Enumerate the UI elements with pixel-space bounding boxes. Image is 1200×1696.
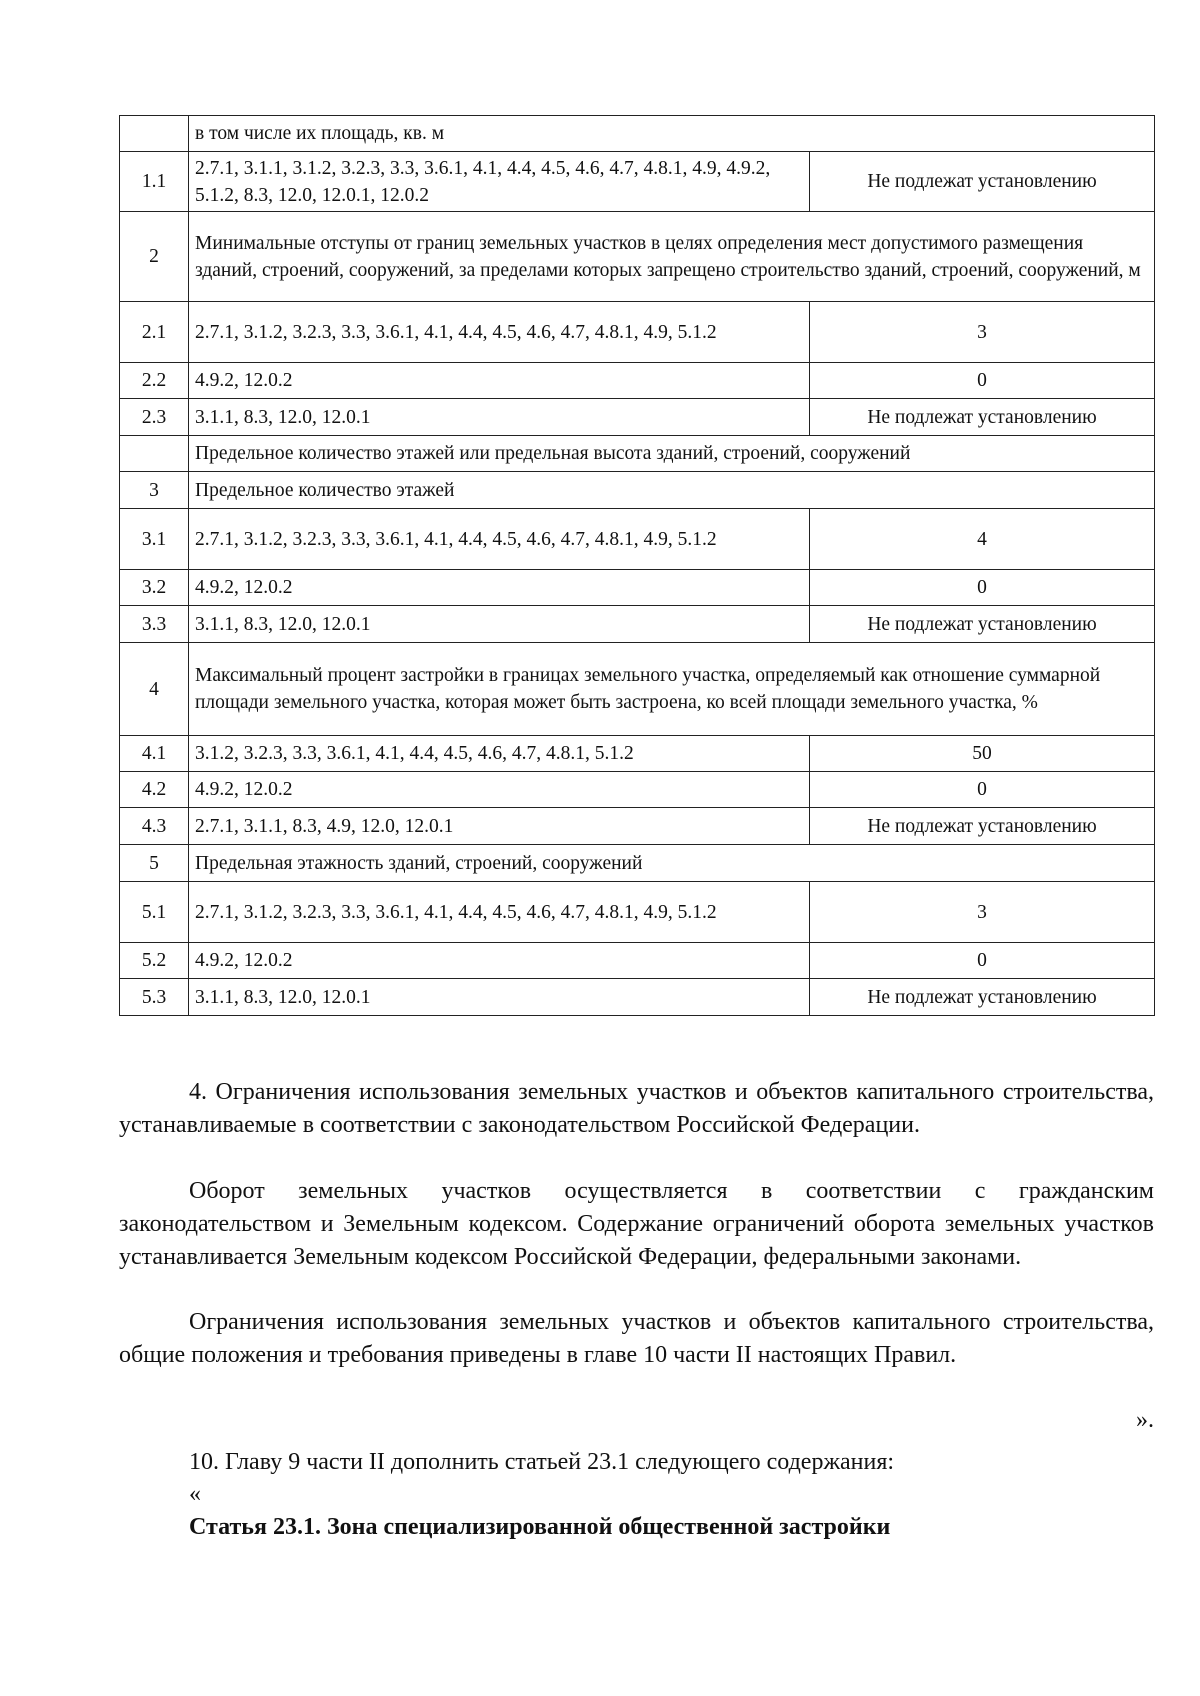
row-number: 2 bbox=[120, 212, 189, 302]
opening-quote: « bbox=[189, 1481, 201, 1507]
table-row bbox=[120, 302, 1155, 363]
row-number: 3.3 bbox=[120, 606, 189, 643]
article-heading: Статья 23.1. Зона специализированной общественной застройки bbox=[189, 1514, 891, 1540]
row-number: 3.2 bbox=[120, 570, 189, 606]
table-row bbox=[120, 436, 1155, 472]
row-number: 4.1 bbox=[120, 736, 189, 772]
row-value: Не подлежат установлению bbox=[810, 808, 1155, 845]
row-number: 4 bbox=[120, 643, 189, 736]
row-value: 0 bbox=[810, 943, 1155, 979]
table-row bbox=[120, 212, 1155, 302]
row-text: Предельное количество этажей или предельная высота зданий, строений, сооружений bbox=[189, 436, 1155, 472]
row-value: 50 bbox=[810, 736, 1155, 772]
row-value: 3 bbox=[810, 302, 1155, 363]
row-value: Не подлежат установлению bbox=[810, 152, 1155, 212]
item-10: 10. Главу 9 части II дополнить статьей 23.1 следующего содержания: bbox=[189, 1449, 895, 1475]
row-text: 4.9.2, 12.0.2 bbox=[189, 363, 810, 399]
row-value: Не подлежат установлению bbox=[810, 606, 1155, 643]
row-value: 4 bbox=[810, 509, 1155, 570]
regulations-table bbox=[119, 115, 1155, 1016]
row-number: 1.1 bbox=[120, 152, 189, 212]
paragraph-restrictions: Ограничения использования земельных участков и объектов капитального строительства, общие положения и требования приведены в главе 10 части II настоящих Правил. bbox=[119, 1309, 1154, 1368]
table-row bbox=[120, 509, 1155, 570]
row-number: 4.2 bbox=[120, 772, 189, 808]
table-row bbox=[120, 772, 1155, 808]
table-row bbox=[120, 116, 1155, 152]
row-text: 2.7.1, 3.1.1, 8.3, 4.9, 12.0, 12.0.1 bbox=[189, 808, 810, 845]
row-number: 2.1 bbox=[120, 302, 189, 363]
row-number: 3 bbox=[120, 472, 189, 509]
table-row bbox=[120, 845, 1155, 882]
table-row bbox=[120, 570, 1155, 606]
row-text: в том числе их площадь, кв. м bbox=[189, 116, 1155, 152]
row-value: 0 bbox=[810, 363, 1155, 399]
row-text: 2.7.1, 3.1.2, 3.2.3, 3.3, 3.6.1, 4.1, 4.4, 4.5, 4.6, 4.7, 4.8.1, 4.9, 5.1.2 bbox=[189, 302, 810, 363]
row-number: 5.3 bbox=[120, 979, 189, 1016]
row-number: 3.1 bbox=[120, 509, 189, 570]
table-row bbox=[120, 943, 1155, 979]
row-text: Минимальные отступы от границ земельных участков в целях определения мест допустимого размещения зданий, строений, сооружений, за пределами которых запрещено строительство зданий, строений, сооружений, м bbox=[189, 212, 1155, 302]
row-value: 3 bbox=[810, 882, 1155, 943]
table-row bbox=[120, 152, 1155, 212]
table-row bbox=[120, 399, 1155, 436]
table-row bbox=[120, 979, 1155, 1016]
row-text: Предельная этажность зданий, строений, сооружений bbox=[189, 845, 1155, 882]
row-number: 2.3 bbox=[120, 399, 189, 436]
row-number: 4.3 bbox=[120, 808, 189, 845]
row-text: 2.7.1, 3.1.2, 3.2.3, 3.3, 3.6.1, 4.1, 4.4, 4.5, 4.6, 4.7, 4.8.1, 4.9, 5.1.2 bbox=[189, 882, 810, 943]
row-text: 4.9.2, 12.0.2 bbox=[189, 943, 810, 979]
row-text: 3.1.1, 8.3, 12.0, 12.0.1 bbox=[189, 399, 810, 436]
row-text: Максимальный процент застройки в границах земельного участка, определяемый как отношение суммарной площади земельного участка, которая может быть застроена, ко всей площади земельного участка, % bbox=[189, 643, 1155, 736]
row-value: 0 bbox=[810, 772, 1155, 808]
row-value: Не подлежат установлению bbox=[810, 979, 1155, 1016]
row-text: 3.1.1, 8.3, 12.0, 12.0.1 bbox=[189, 979, 810, 1016]
row-number: 5 bbox=[120, 845, 189, 882]
row-number bbox=[120, 436, 189, 472]
row-value: Не подлежат установлению bbox=[810, 399, 1155, 436]
row-text: 2.7.1, 3.1.1, 3.1.2, 3.2.3, 3.3, 3.6.1, 4.1, 4.4, 4.5, 4.6, 4.7, 4.8.1, 4.9, 4.9.2, 5.1.2, 8.3, 12.0, 12.0.1, 12.0.2 bbox=[189, 152, 810, 212]
table-row bbox=[120, 472, 1155, 509]
row-value: 0 bbox=[810, 570, 1155, 606]
paragraph-turnover: Оборот земельных участков осуществляется в соответствии с гражданским законодательством и Земельным кодексом. Содержание ограничений оборота земельных участков устанавливается Земельным кодексом Российской Федерации, федеральными законами. bbox=[119, 1178, 1154, 1270]
row-text: 4.9.2, 12.0.2 bbox=[189, 570, 810, 606]
closing-quote: ». bbox=[1136, 1407, 1154, 1433]
table-row bbox=[120, 643, 1155, 736]
row-number: 5.1 bbox=[120, 882, 189, 943]
table-row bbox=[120, 606, 1155, 643]
row-text: 2.7.1, 3.1.2, 3.2.3, 3.3, 3.6.1, 4.1, 4.4, 4.5, 4.6, 4.7, 4.8.1, 4.9, 5.1.2 bbox=[189, 509, 810, 570]
row-number bbox=[120, 116, 189, 152]
row-text: 3.1.1, 8.3, 12.0, 12.0.1 bbox=[189, 606, 810, 643]
table-row bbox=[120, 736, 1155, 772]
row-number: 2.2 bbox=[120, 363, 189, 399]
table-row bbox=[120, 882, 1155, 943]
row-text: 3.1.2, 3.2.3, 3.3, 3.6.1, 4.1, 4.4, 4.5, 4.6, 4.7, 4.8.1, 5.1.2 bbox=[189, 736, 810, 772]
row-number: 5.2 bbox=[120, 943, 189, 979]
table-row bbox=[120, 363, 1155, 399]
paragraph-4: 4. Ограничения использования земельных участков и объектов капитального строительства, устанавливаемые в соответствии с законодательством Российской Федерации. bbox=[119, 1079, 1154, 1138]
row-text: Предельное количество этажей bbox=[189, 472, 1155, 509]
row-text: 4.9.2, 12.0.2 bbox=[189, 772, 810, 808]
table-row bbox=[120, 808, 1155, 845]
